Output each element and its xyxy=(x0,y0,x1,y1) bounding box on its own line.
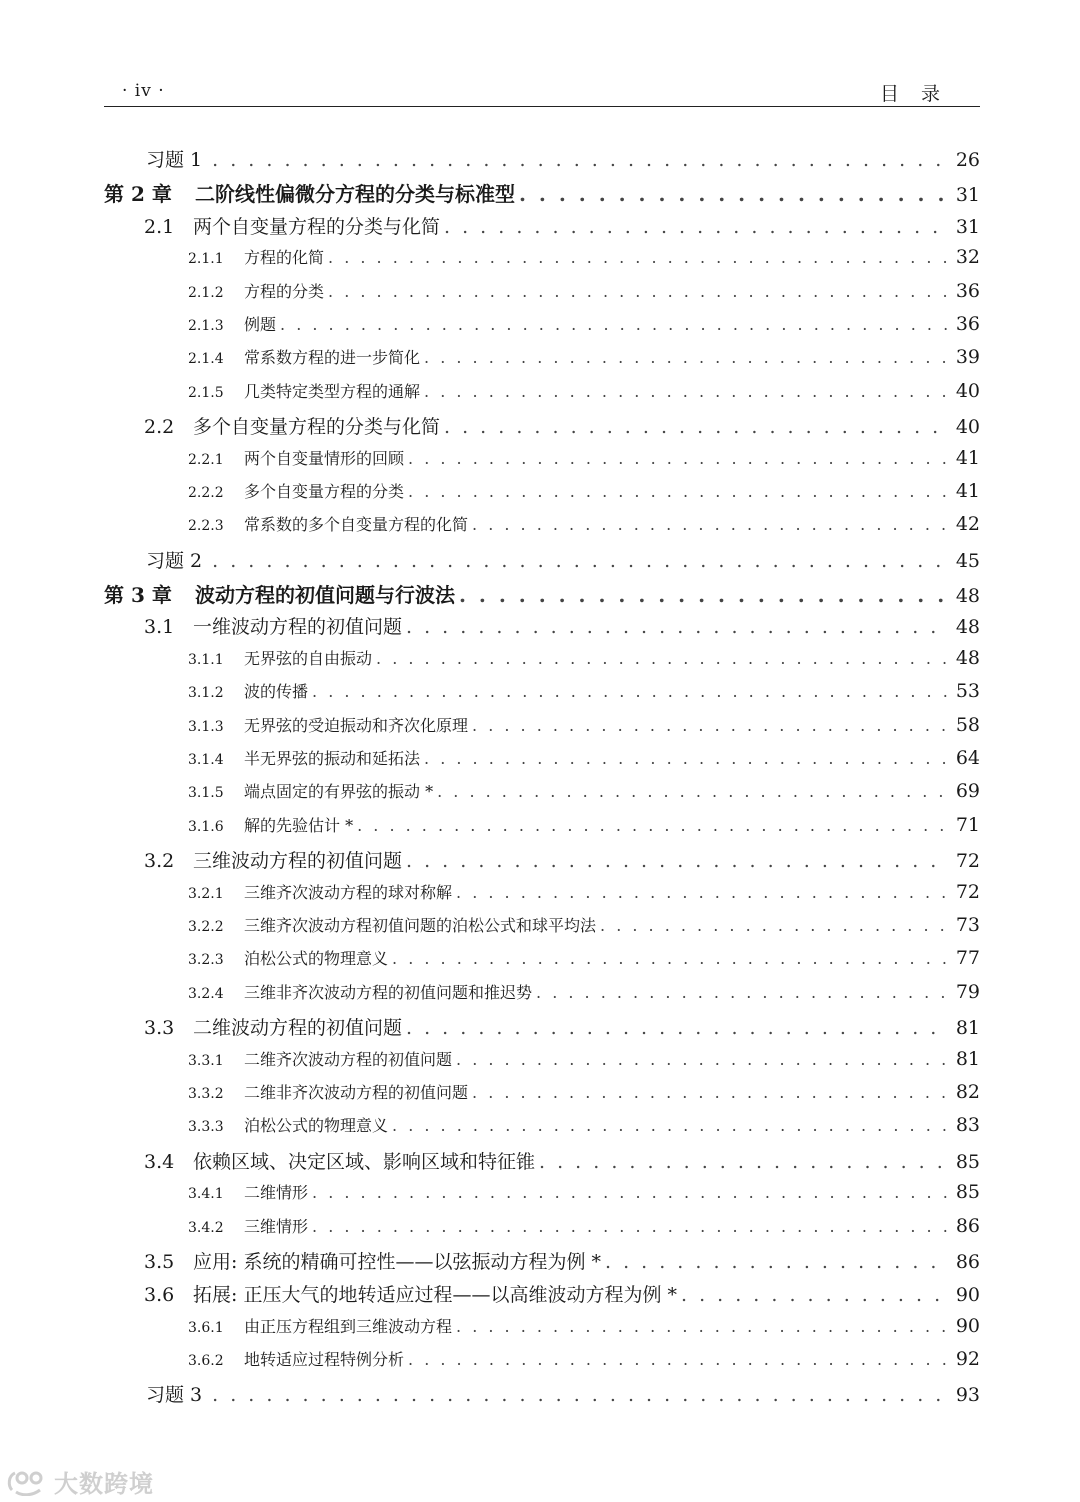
toc-entry-page: 90 xyxy=(955,1314,980,1337)
toc-entry-sec[interactable] xyxy=(104,1013,980,1046)
toc-entry-page: 83 xyxy=(955,1114,980,1137)
toc-entry-page: 86 xyxy=(955,1250,980,1273)
toc-entry-title: 三维齐次波动方程的球对称解 xyxy=(244,882,453,902)
toc-entry-title: 波动方程的初值问题与行波法 xyxy=(195,583,455,608)
toc-entry-number: 2.2.1 xyxy=(188,451,224,468)
dot-leader xyxy=(424,382,950,401)
toc-entry-number: 2.2 xyxy=(144,416,175,439)
header-rule xyxy=(104,106,980,107)
toc-entry-sub[interactable] xyxy=(104,1047,980,1080)
toc-entry-page: 39 xyxy=(955,346,980,369)
toc-entry-number: 3.2 xyxy=(144,850,175,873)
toc-entry-sub[interactable] xyxy=(104,746,980,779)
toc-entry-page: 86 xyxy=(955,1214,980,1237)
watermark xyxy=(6,1464,154,1499)
watermark-text: 大数跨境 xyxy=(54,1470,154,1498)
toc-entry-title: 二维情形 xyxy=(244,1183,309,1203)
toc-entry-number: 2.1.5 xyxy=(188,384,224,401)
dot-leader xyxy=(212,1384,950,1406)
toc-entry-sub[interactable] xyxy=(104,312,980,345)
toc-entry-title: 由正压方程组到三维波动方程 xyxy=(244,1316,453,1336)
toc-entry-sub[interactable] xyxy=(104,479,980,512)
dot-leader xyxy=(424,749,950,768)
dot-leader xyxy=(444,216,950,238)
toc-entry-number: 3.2.1 xyxy=(188,885,224,902)
toc-entry-sub[interactable] xyxy=(104,1180,980,1213)
dot-leader xyxy=(456,883,950,902)
toc-entry-sec[interactable] xyxy=(104,412,980,445)
toc-entry-sub[interactable] xyxy=(104,1080,980,1113)
dot-leader xyxy=(312,1183,950,1202)
toc-entry-number: 3.3.3 xyxy=(188,1119,224,1136)
dot-leader xyxy=(444,416,950,438)
dot-leader xyxy=(312,682,950,701)
toc-entry-page: 36 xyxy=(955,312,980,335)
toc-entry-title: 应用: 系统的精确可控性——以弦振动方程为例 * xyxy=(193,1250,601,1273)
toc-entry-page: 31 xyxy=(955,184,980,207)
toc-entry-title: 泊松公式的物理意义 xyxy=(244,1116,389,1136)
toc-entry-ch[interactable] xyxy=(104,579,980,612)
toc-entry-sub[interactable] xyxy=(104,245,980,278)
toc-entry-title: 波的传播 xyxy=(244,682,309,702)
toc-entry-number: 3.5 xyxy=(144,1250,175,1273)
toc-entry-number: 习题 3 xyxy=(146,1384,203,1407)
toc-entry-page: 48 xyxy=(955,646,980,669)
toc-entry-page: 45 xyxy=(955,549,980,572)
dot-leader xyxy=(456,1317,950,1336)
toc-entry-ch[interactable] xyxy=(104,178,980,211)
toc-entry-page: 79 xyxy=(955,980,980,1003)
toc-entry-page: 40 xyxy=(955,416,980,439)
toc-entry-page: 69 xyxy=(955,780,980,803)
toc-entry-sub[interactable] xyxy=(104,512,980,545)
toc-entry-page: 41 xyxy=(955,446,980,469)
toc-entry-page: 48 xyxy=(955,616,980,639)
toc-entry-title: 两个自变量情形的回顾 xyxy=(244,448,405,468)
toc-entry-title: 二维波动方程的初值问题 xyxy=(193,1017,403,1040)
toc-entry-number: 3.3.1 xyxy=(188,1052,224,1069)
dot-leader xyxy=(600,916,950,935)
toc-entry-page: 26 xyxy=(955,149,980,171)
dot-leader xyxy=(392,1116,950,1135)
toc-entry-number: 3.2.3 xyxy=(188,952,224,969)
toc-entry-page: 81 xyxy=(955,1047,980,1070)
dot-leader xyxy=(605,1251,950,1273)
page-number: · iv · xyxy=(122,81,165,101)
toc-entry-number: 3.1.2 xyxy=(188,685,224,702)
dot-leader xyxy=(459,583,950,607)
toc-entry-title: 拓展: 正压大气的地转适应过程——以高维波动方程为例 * xyxy=(193,1284,677,1307)
toc-entry-title: 方程的化简 xyxy=(244,248,325,268)
toc-entry-number: 3.6 xyxy=(144,1284,175,1307)
toc-entry-title: 泊松公式的物理意义 xyxy=(244,949,389,969)
toc-entry-sec[interactable] xyxy=(104,212,980,245)
toc-entry-title: 二维齐次波动方程的初值问题 xyxy=(244,1049,453,1069)
dot-leader xyxy=(357,816,950,835)
toc-entry-number: 3.1.4 xyxy=(188,752,224,769)
toc-entry-title: 两个自变量方程的分类与化简 xyxy=(193,215,441,238)
toc-entry-number: 3.6.2 xyxy=(188,1353,224,1370)
toc-entry-page: 85 xyxy=(955,1150,980,1173)
toc-entry-page: 31 xyxy=(955,215,980,238)
toc-entry-number: 3.4 xyxy=(144,1150,175,1173)
toc-entry-number: 3.1.1 xyxy=(188,651,224,668)
toc-entry-number: 3.1.6 xyxy=(188,818,224,835)
dot-leader xyxy=(280,315,950,334)
toc-entry-title: 依赖区域、决定区域、影响区域和特征锥 xyxy=(193,1150,536,1173)
toc-entry-page: 82 xyxy=(955,1080,980,1103)
dot-leader xyxy=(212,149,950,171)
brand-logo-icon xyxy=(6,1468,50,1496)
toc-entry-number: 3.3.2 xyxy=(188,1085,224,1102)
toc-entry-title: 常系数的多个自变量方程的化简 xyxy=(244,515,469,535)
toc-entry-sub[interactable] xyxy=(104,713,980,746)
toc-entry-ex[interactable] xyxy=(104,145,980,178)
toc-entry-number: 3.2.2 xyxy=(188,918,224,935)
toc-entry-title: 地转适应过程特例分析 xyxy=(244,1350,405,1370)
dot-leader xyxy=(472,515,950,534)
toc-entry-number: 3.4.1 xyxy=(188,1186,224,1203)
toc-entry-page: 77 xyxy=(955,947,980,970)
toc-entry-sec[interactable] xyxy=(104,612,980,645)
toc-entry-sub[interactable] xyxy=(104,946,980,979)
dot-leader xyxy=(376,649,950,668)
toc-entry-page: 72 xyxy=(955,850,980,873)
toc-entry-title: 三维波动方程的初值问题 xyxy=(193,850,403,873)
dot-leader xyxy=(536,983,950,1002)
toc-entry-page: 41 xyxy=(955,479,980,502)
toc-entry-number: 3.1.3 xyxy=(188,718,224,735)
toc-entry-sub[interactable] xyxy=(104,913,980,946)
dot-leader xyxy=(392,949,950,968)
toc-entry-title: 一维波动方程的初值问题 xyxy=(193,616,403,639)
dot-leader xyxy=(408,1350,950,1369)
toc-entry-page: 71 xyxy=(955,813,980,836)
toc-entry-number: 第 2 章 xyxy=(104,182,172,207)
toc-entry-title: 半无界弦的振动和延拓法 xyxy=(244,749,421,769)
toc-entry-page: 85 xyxy=(955,1181,980,1204)
toc-entry-ex[interactable] xyxy=(104,546,980,579)
dot-leader xyxy=(472,716,950,735)
dot-leader xyxy=(406,850,950,872)
page-header xyxy=(104,78,980,108)
toc-entry-title: 三维齐次波动方程初值问题的泊松公式和球平均法 xyxy=(244,915,597,935)
toc-entry-number: 2.1.3 xyxy=(188,317,224,334)
dot-leader xyxy=(406,1017,950,1039)
toc-entry-sub[interactable] xyxy=(104,345,980,378)
toc-entry-number: 2.2.3 xyxy=(188,518,224,535)
toc-entry-number: 2.2.2 xyxy=(188,484,224,501)
dot-leader xyxy=(212,550,950,572)
toc-entry-number: 2.1.4 xyxy=(188,351,224,368)
dot-leader xyxy=(437,782,950,801)
toc-entry-sub[interactable] xyxy=(104,1314,980,1347)
toc-entry-number: 习题 1 xyxy=(146,149,203,171)
toc-entry-ex[interactable] xyxy=(104,1380,980,1413)
dot-leader xyxy=(681,1284,950,1306)
toc-entry-title: 二阶线性偏微分方程的分类与标准型 xyxy=(195,182,515,207)
toc-entry-number: 3.4.2 xyxy=(188,1219,224,1236)
toc-entry-sec[interactable] xyxy=(104,846,980,879)
dot-leader xyxy=(312,1217,950,1236)
toc-entry-sub[interactable] xyxy=(104,679,980,712)
dot-leader xyxy=(519,182,950,206)
toc-entry-title: 解的先验估计 * xyxy=(244,815,354,835)
running-section-title: 目录 xyxy=(879,83,962,105)
dot-leader xyxy=(456,1050,950,1069)
toc-entry-page: 58 xyxy=(955,713,980,736)
toc-entry-page: 40 xyxy=(955,379,980,402)
toc-entry-page: 72 xyxy=(955,880,980,903)
toc-entry-page: 53 xyxy=(955,680,980,703)
toc-entry-number: 2.1.2 xyxy=(188,284,224,301)
dot-leader xyxy=(328,282,950,301)
toc-entry-page: 42 xyxy=(955,513,980,536)
toc-entry-title: 无界弦的自由振动 xyxy=(244,648,373,668)
dot-leader xyxy=(408,482,950,501)
dot-leader xyxy=(328,248,950,267)
toc-entry-sub[interactable] xyxy=(104,880,980,913)
toc-entry-sec[interactable] xyxy=(104,1147,980,1180)
toc-entry-number: 3.3 xyxy=(144,1017,175,1040)
toc-entry-sec[interactable] xyxy=(104,1280,980,1313)
toc-entry-number: 2.1 xyxy=(144,215,175,238)
toc-entry-title: 方程的分类 xyxy=(244,281,325,301)
toc-entry-sub[interactable] xyxy=(104,1113,980,1146)
toc-entry-sub[interactable] xyxy=(104,980,980,1013)
toc-entry-number: 第 3 章 xyxy=(104,583,172,608)
toc-entry-sub[interactable] xyxy=(104,779,980,812)
toc-entry-page: 32 xyxy=(955,246,980,269)
dot-leader xyxy=(424,348,950,367)
toc-entry-title: 几类特定类型方程的通解 xyxy=(244,381,421,401)
toc-entry-sub[interactable] xyxy=(104,1347,980,1380)
toc-entry-page: 92 xyxy=(955,1348,980,1371)
toc-entry-title: 端点固定的有界弦的振动 * xyxy=(244,782,434,802)
toc-entry-title: 多个自变量方程的分类 xyxy=(244,481,405,501)
toc-entry-sub[interactable] xyxy=(104,446,980,479)
toc-entry-title: 二维非齐次波动方程的初值问题 xyxy=(244,1082,469,1102)
dot-leader xyxy=(539,1151,950,1173)
toc-entry-sub[interactable] xyxy=(104,1214,980,1247)
toc-entry-page: 48 xyxy=(955,585,980,608)
dot-leader xyxy=(408,449,950,468)
toc-entry-title: 无界弦的受迫振动和齐次化原理 xyxy=(244,715,469,735)
toc-entry-title: 常系数方程的进一步简化 xyxy=(244,348,421,368)
toc-entry-number: 3.2.4 xyxy=(188,985,224,1002)
toc-entry-number: 3.1 xyxy=(144,616,175,639)
toc-entry-number: 3.6.1 xyxy=(188,1319,224,1336)
dot-leader xyxy=(472,1083,950,1102)
toc-entry-number: 习题 2 xyxy=(146,549,203,572)
dot-leader xyxy=(406,616,950,638)
toc-entry-sub[interactable] xyxy=(104,646,980,679)
toc-entry-number: 2.1.1 xyxy=(188,251,224,268)
toc-entry-page: 90 xyxy=(955,1284,980,1307)
toc-entry-sub[interactable] xyxy=(104,379,980,412)
toc-entry-title: 三维情形 xyxy=(244,1216,309,1236)
toc-entry-page: 64 xyxy=(955,747,980,770)
toc-entry-page: 93 xyxy=(955,1384,980,1407)
table-of-contents xyxy=(104,145,980,1414)
toc-entry-page: 73 xyxy=(955,913,980,936)
toc-entry-sub[interactable] xyxy=(104,279,980,312)
toc-entry-title: 多个自变量方程的分类与化简 xyxy=(193,416,441,439)
toc-entry-page: 81 xyxy=(955,1017,980,1040)
toc-entry-page: 36 xyxy=(955,279,980,302)
toc-entry-title: 三维非齐次波动方程的初值问题和推迟势 xyxy=(244,982,533,1002)
toc-entry-sec[interactable] xyxy=(104,1247,980,1280)
toc-entry-title: 例题 xyxy=(244,314,277,334)
toc-entry-sub[interactable] xyxy=(104,813,980,846)
toc-entry-number: 3.1.5 xyxy=(188,785,224,802)
